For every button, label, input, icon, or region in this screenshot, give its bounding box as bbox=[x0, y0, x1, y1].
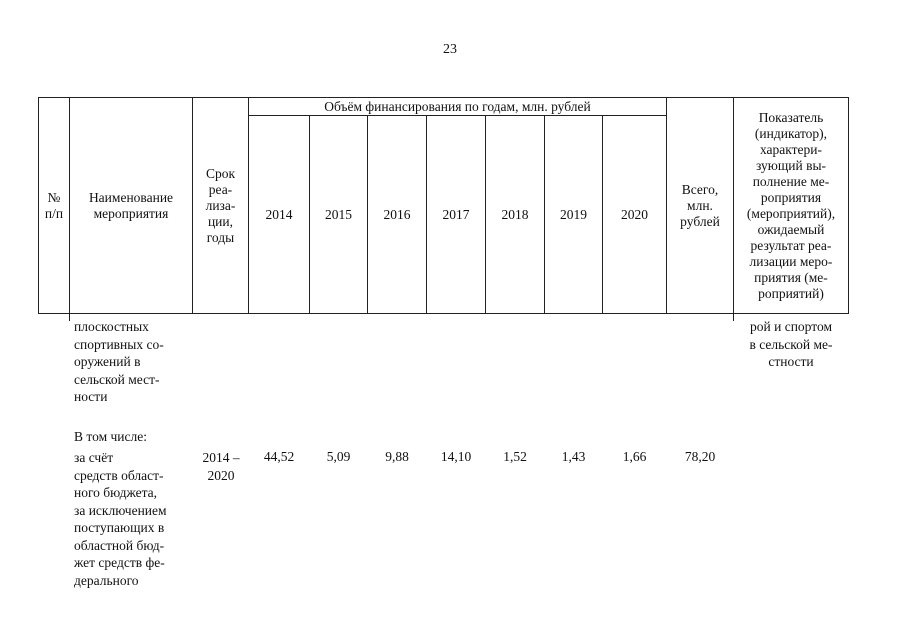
body-left-border bbox=[69, 313, 70, 321]
header-name: Наименование мероприятия bbox=[88, 189, 174, 221]
row-value-2017: 14,10 bbox=[440, 449, 472, 464]
row-name: за счёт средств област- ного бюджета, за исключением поступающих в областной бюд- жет средств фе- дерального bbox=[74, 450, 167, 588]
header-term: Срок реа- лиза- ции, годы bbox=[205, 165, 236, 245]
page-number: 23 bbox=[443, 42, 457, 57]
header-year: 2016 bbox=[383, 206, 411, 222]
header-year: 2019 bbox=[560, 206, 587, 222]
row-value-2019: 1,43 bbox=[561, 449, 586, 464]
header-year: 2017 bbox=[442, 206, 470, 222]
header-year: 2014 bbox=[265, 206, 293, 222]
row-term: 2014 – 2020 bbox=[202, 450, 240, 483]
row-total: 78,20 bbox=[684, 449, 716, 464]
header-indicator: Показатель (индикатор), характери- зующий вы- полнение ме- роприятия (мероприятий), ожидаемый результат реа- лизации меро- приятия (ме- роприятий) bbox=[746, 109, 836, 301]
subtotal-label: В том числе: bbox=[74, 429, 147, 444]
header-bottom-border bbox=[38, 313, 849, 314]
body-right-border bbox=[733, 313, 734, 321]
header-total: Всего, млн. рублей bbox=[680, 181, 720, 229]
continuation-name: плоскостных спортивных со- оружений в сельской мест- ности bbox=[74, 319, 164, 404]
header-year: 2015 bbox=[325, 206, 352, 222]
header-year: 2018 bbox=[501, 206, 529, 222]
header-funding-title: Объём финансирования по годам, млн. рублей bbox=[324, 98, 591, 114]
row-value-2016: 9,88 bbox=[385, 449, 409, 464]
row-value-2015: 5,09 bbox=[326, 449, 351, 464]
row-value-2020: 1,66 bbox=[622, 449, 647, 464]
header-number: № п/п bbox=[44, 189, 64, 221]
header-year: 2020 bbox=[621, 206, 648, 222]
continuation-indicator: рой и спортом в сельской ме- стности bbox=[749, 319, 833, 369]
col-border bbox=[848, 97, 849, 314]
row-value-2018: 1,52 bbox=[503, 449, 527, 464]
row-value-2014: 44,52 bbox=[263, 449, 295, 464]
